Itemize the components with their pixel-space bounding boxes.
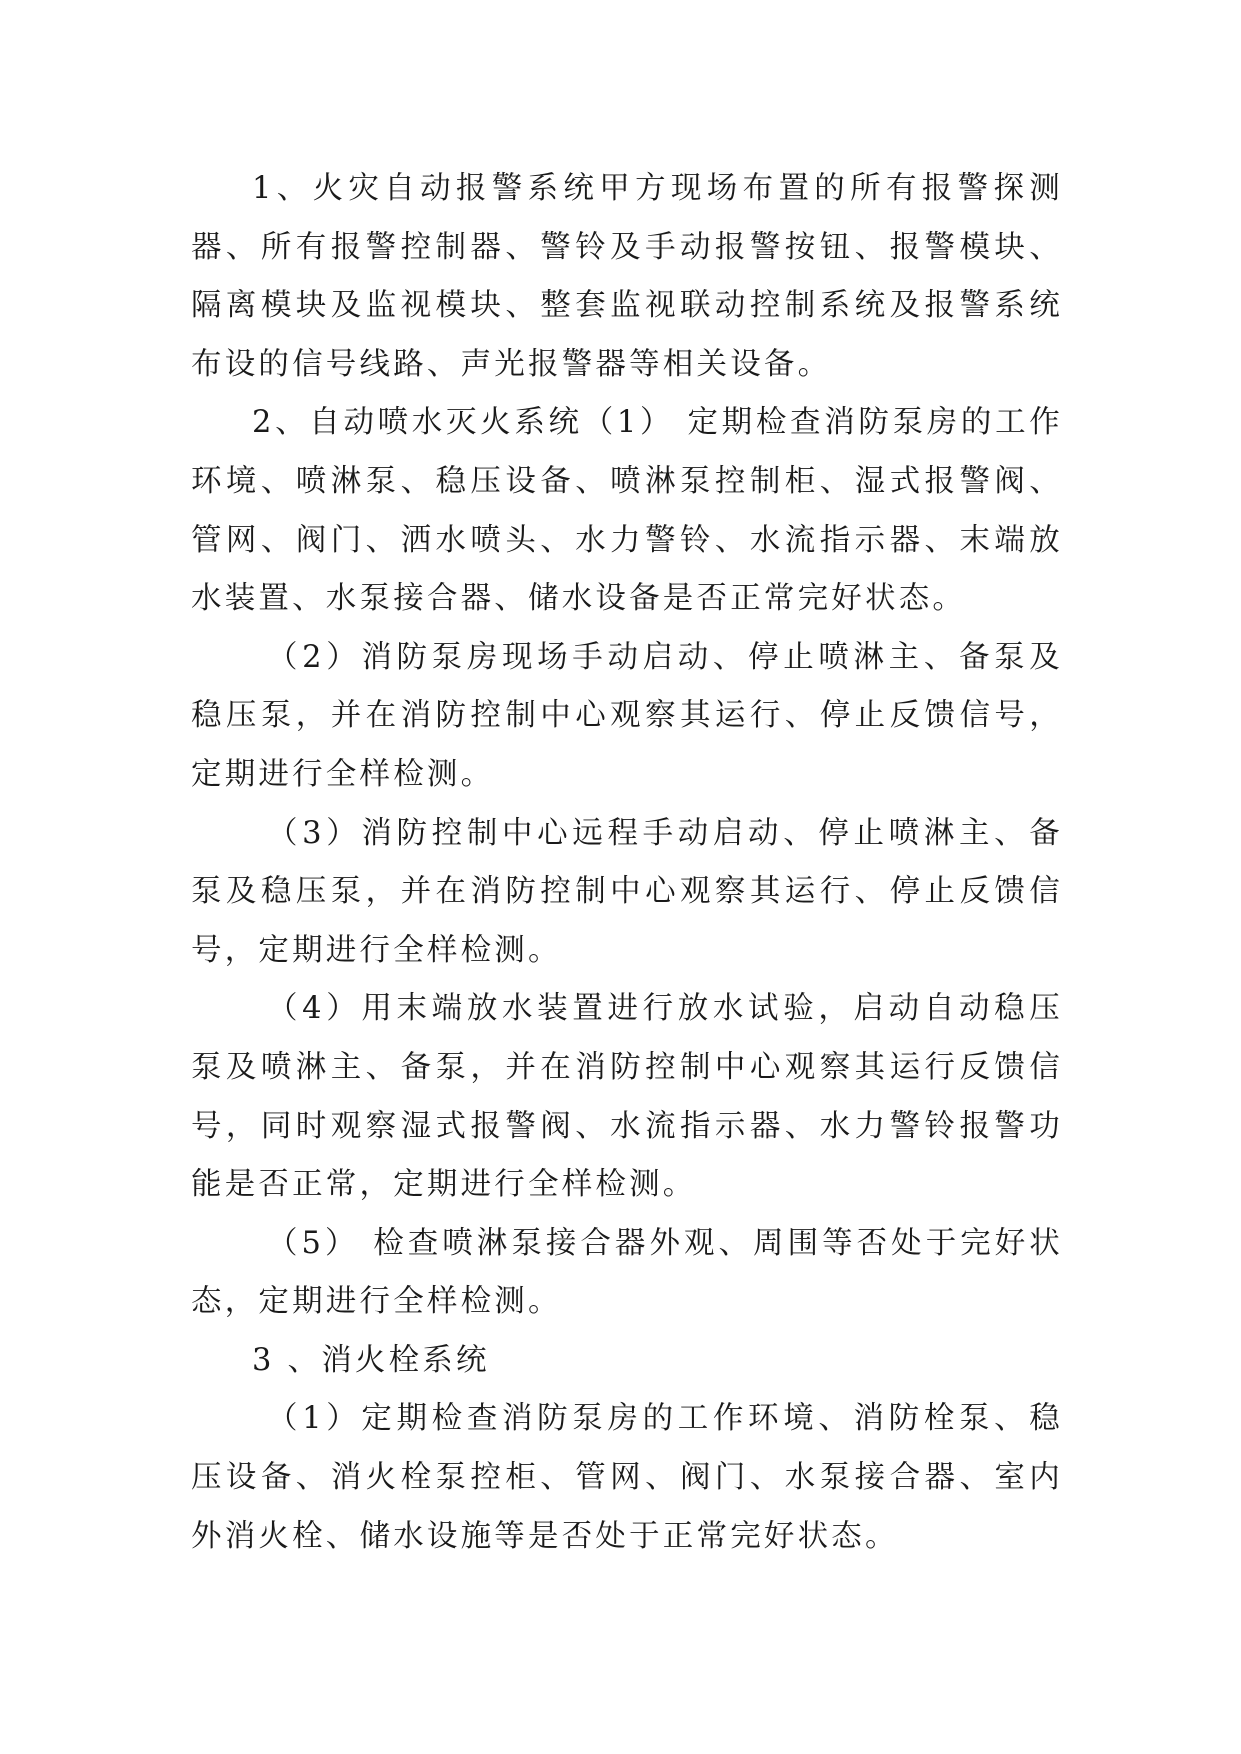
paragraph-sprinkler-item-5: （5） 检查喷淋泵接合器外观、周围等否处于完好状态，定期进行全样检测。 [191,1225,1063,1320]
paragraph-fire-alarm-system: 1、火灾自动报警系统甲方现场布置的所有报警探测器、所有报警控制器、警铃及手动报警按钮、报警模块、隔离模块及监视模块、整套监视联动控制系统及报警系统布设的信号线路、声光报警器等相关设备。 [191,171,1063,382]
paragraph-sprinkler-item-4: （4）用末端放水装置进行放水试验，启动自动稳压泵及喷淋主、备泵，并在消防控制中心观察其运行反馈信号，同时观察湿式报警阀、水流指示器、水力警铃报警功能是否正常，定期进行全样检测。 [191,991,1063,1203]
document-body [191,160,1063,1566]
paragraph-sprinkler-system: 2、自动喷水灭火系统（1） 定期检查消防泵房的工作环境、喷淋泵、稳压设备、喷淋泵控制柜、湿式报警阀、管网、阀门、洒水喷头、水力警铃、水流指示器、末端放水装置、水泵接合器、储水设备是否正常完好状态。 [191,405,1063,617]
paragraph-sprinkler-item-2: （2）消防泵房现场手动启动、停止喷淋主、备泵及稳压泵，并在消防控制中心观察其运行、停止反馈信号，定期进行全样检测。 [191,639,1063,792]
paragraph-sprinkler-item-3: （3）消防控制中心远程手动启动、停止喷淋主、备泵及稳压泵，并在消防控制中心观察其运行、停止反馈信号，定期进行全样检测。 [191,815,1063,968]
paragraph-hydrant-item-1: （1）定期检查消防泵房的工作环境、消防栓泵、稳压设备、消火栓泵控柜、管网、阀门、水泵接合器、室内外消火栓、储水设施等是否处于正常完好状态。 [191,1401,1063,1554]
section-heading-hydrant-system: 3 、消火栓系统 [252,1342,490,1378]
